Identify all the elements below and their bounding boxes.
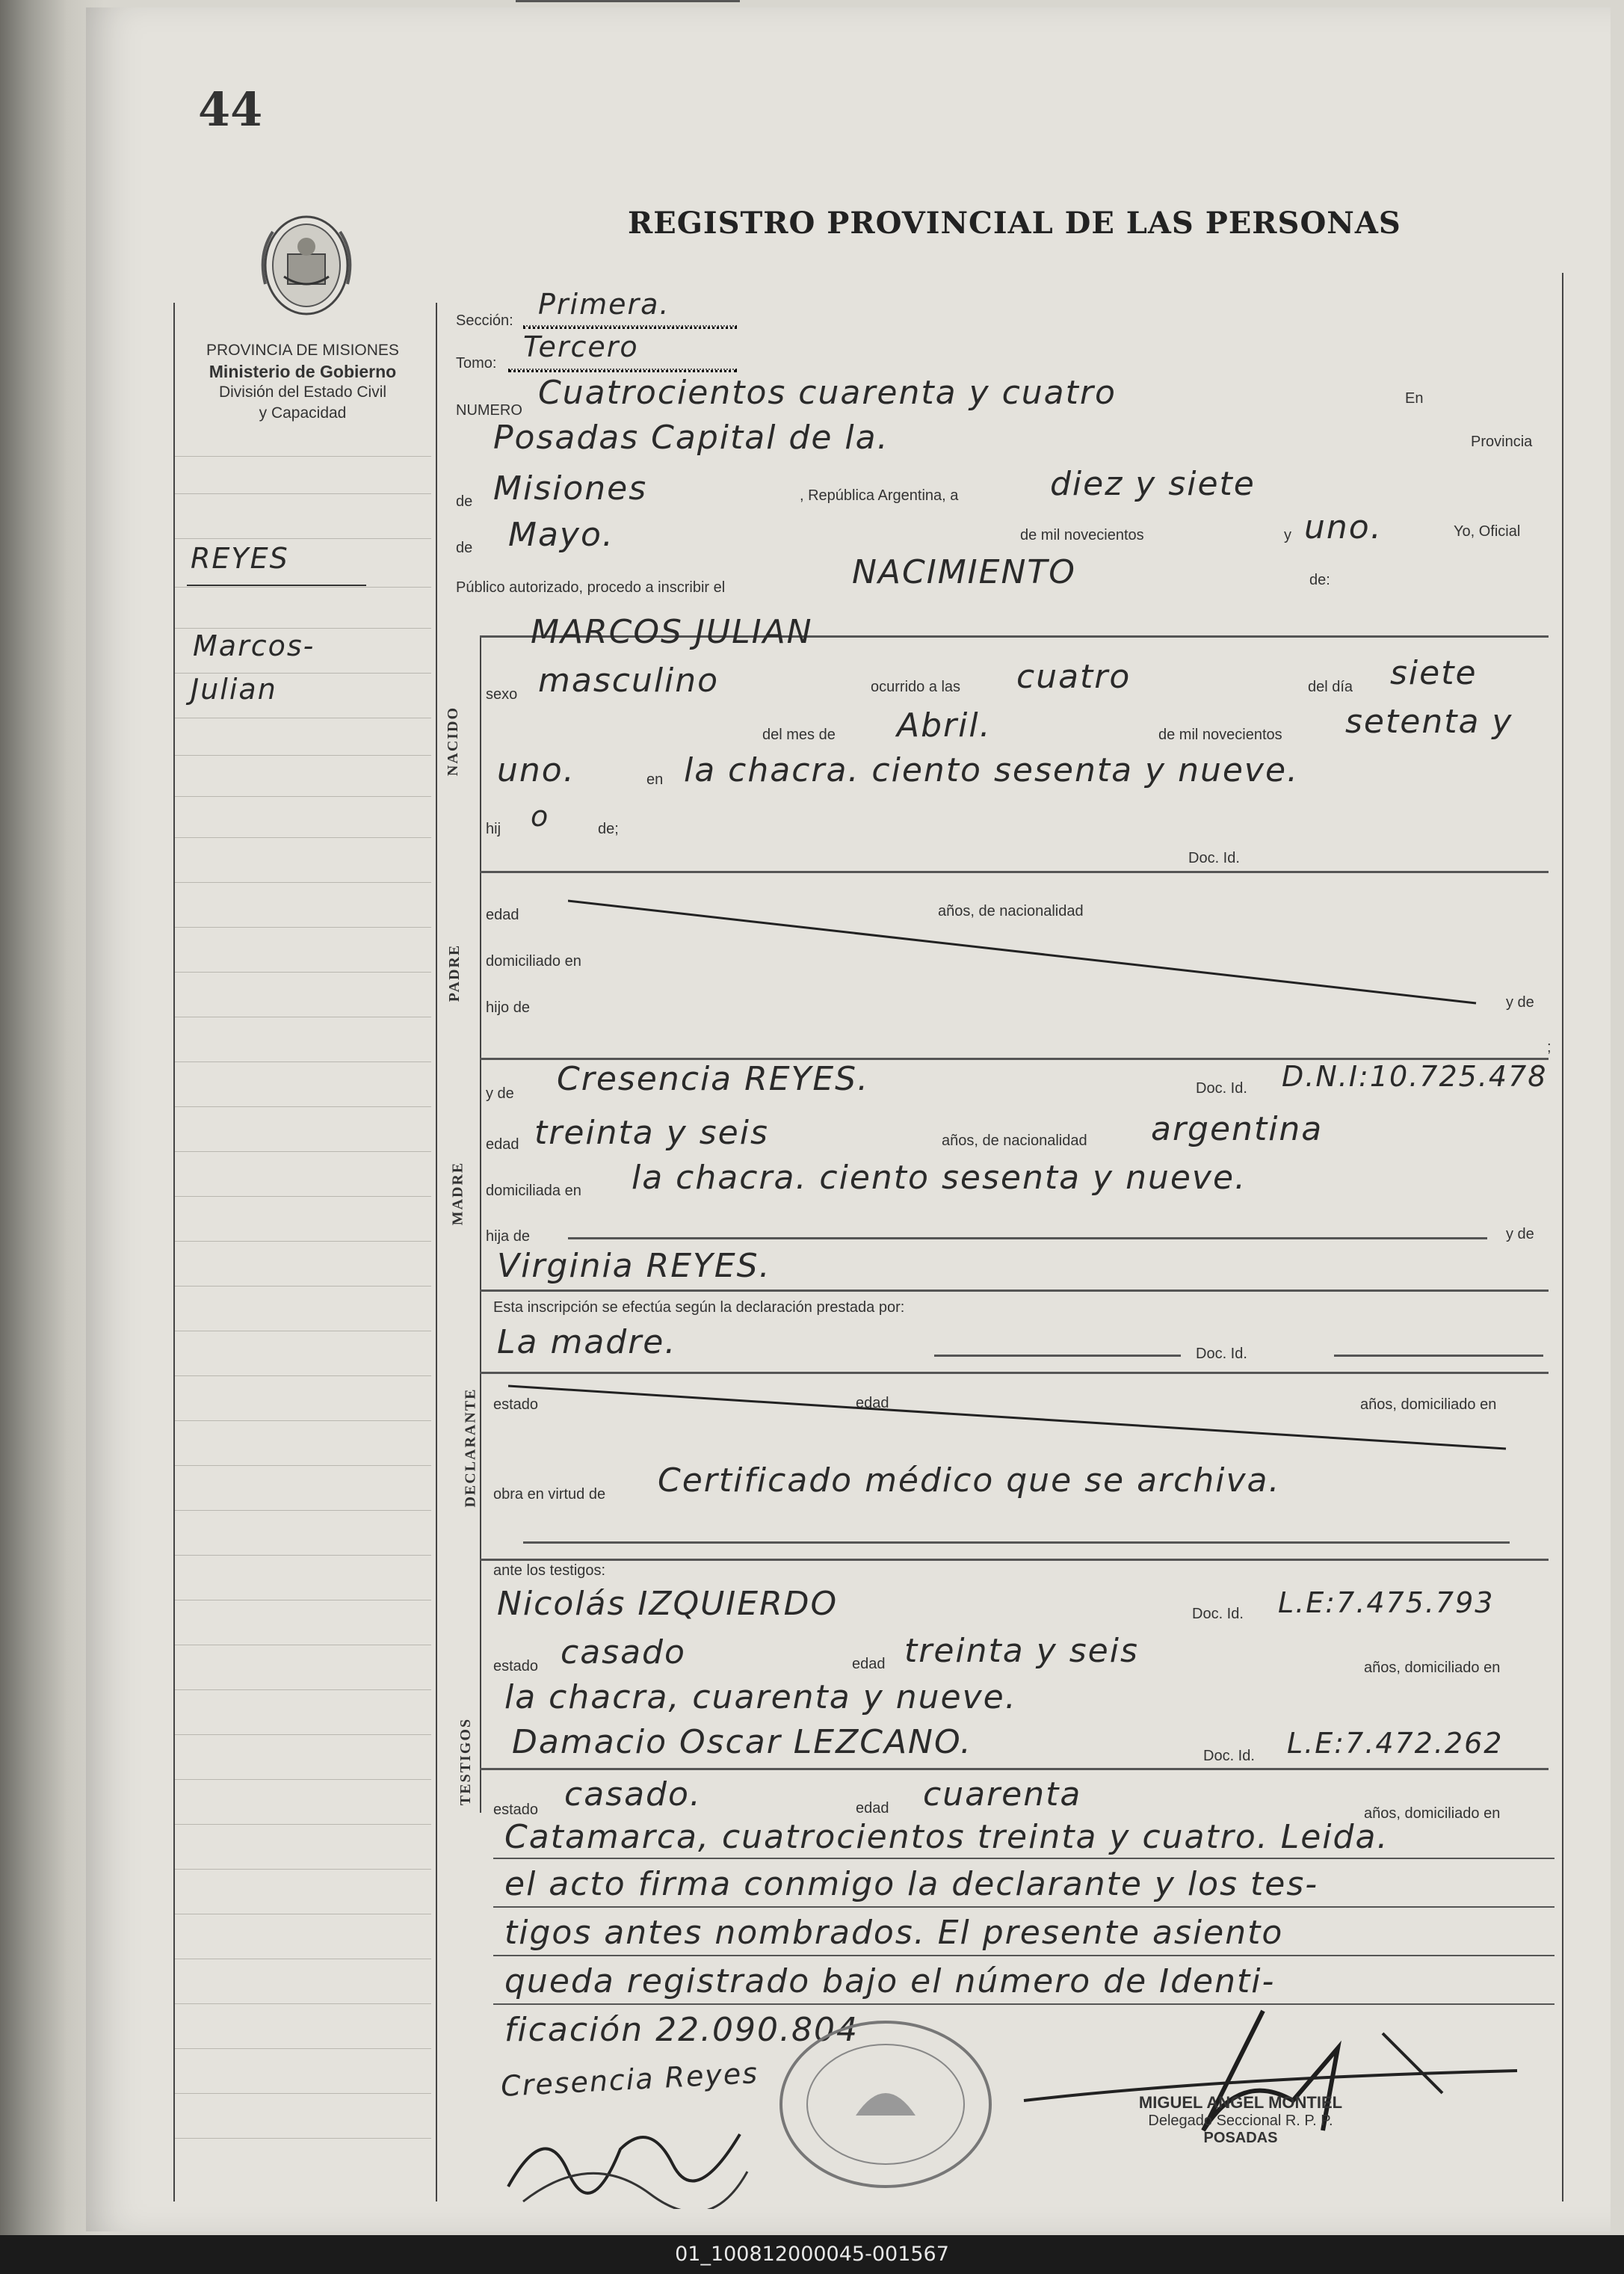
entry-sexo: masculino <box>538 662 720 700</box>
label-edad-t1: edad <box>852 1656 886 1672</box>
label-provincia: Provincia <box>1471 434 1533 450</box>
label-sexo: sexo <box>486 686 518 703</box>
label-mil-novecientos-2: de mil novecientos <box>1158 727 1282 743</box>
label-y-de-madre: y de <box>486 1085 514 1102</box>
strike-line-declarante <box>508 1384 1510 1452</box>
label-en-small: en <box>646 771 664 788</box>
entry-nombre: MARCOS JULIAN <box>531 613 813 651</box>
label-mil-novecientos: de mil novecientos <box>1020 527 1144 543</box>
section-testigos: TESTIGOS <box>457 1717 475 1806</box>
entry-lugar: Posadas Capital de la. <box>493 419 889 457</box>
signature-mother: Cresencia Reyes <box>500 2056 759 2103</box>
image-identifier: 01_100812000045-001567 <box>0 2235 1624 2274</box>
office-division: División del Estado Civil <box>218 383 387 401</box>
label-estado-declarante: estado <box>493 1396 539 1413</box>
signature-official <box>994 1988 1532 2175</box>
coat-of-arms-icon <box>250 209 362 321</box>
section-declarante: DECLARANTE <box>462 1387 479 1508</box>
label-obra: obra en virtud de <box>493 1486 606 1503</box>
entry-t1-edad: treinta y seis <box>904 1632 1139 1670</box>
label-de-colon: de: <box>1309 572 1330 588</box>
entry-dia: siete <box>1390 654 1478 692</box>
label-ocurrido: ocurrido a las <box>871 679 961 695</box>
entry-anio-nac-1: setenta y <box>1345 703 1513 741</box>
label-doc-id-madre: Doc. Id. <box>1196 1080 1247 1097</box>
official-name-stamp <box>1099 2093 1383 2147</box>
entry-abuela: Virginia REYES. <box>497 1247 771 1285</box>
document-title: REGISTRO PROVINCIAL DE LAS PERSONAS <box>628 206 1401 241</box>
label-hija-de: hija de <box>486 1228 530 1245</box>
stamp-line-3: POSADAS <box>1203 2130 1278 2146</box>
entry-testigo-1-doc: L.E:7.475.793 <box>1278 1586 1495 1619</box>
signature-witness-scribble <box>501 2104 755 2209</box>
entry-mes: Mayo. <box>508 516 614 554</box>
section-padre: PADRE <box>446 943 463 1002</box>
entry-t1-estado: casado <box>561 1633 686 1671</box>
label-y-de-madre-2: y de <box>1506 1226 1534 1242</box>
label-edad-padre: edad <box>486 907 519 923</box>
entry-madre-doc: D.N.I:10.725.478 <box>1282 1060 1548 1093</box>
label-estado-t2: estado <box>493 1802 539 1818</box>
label-anos-dom-declarante: años, domiciliado en <box>1360 1396 1497 1413</box>
entry-certificado: Certificado médico que se archiva. <box>658 1461 1281 1500</box>
section-nacido: NACIDO <box>445 706 462 777</box>
office-division-2: y Capacidad <box>259 404 347 422</box>
entry-declarante: La madre. <box>497 1323 677 1361</box>
entry-madre-domicilio: la chacra. ciento sesenta y nueve. <box>632 1159 1247 1197</box>
entry-hij-o: o <box>531 800 550 833</box>
entry-numero: Cuatrocientos cuarenta y cuatro <box>538 374 1117 412</box>
label-republica: , República Argentina, a <box>800 487 959 504</box>
label-en: En <box>1405 390 1424 407</box>
entry-lugar-nacimiento: la chacra. ciento sesenta y nueve. <box>684 751 1300 789</box>
label-publico: Público autorizado, procedo a inscribir el <box>456 579 726 596</box>
label-y: y <box>1284 527 1291 543</box>
label-edad-t2: edad <box>856 1800 889 1817</box>
official-stamp-icon <box>774 2018 998 2190</box>
label-doc-id-testigo-2: Doc. Id. <box>1203 1748 1255 1764</box>
entry-cierre-1: Catamarca, cuatrocientos treinta y cuatro. Leida. <box>504 1818 1389 1856</box>
label-y-de-padre: y de <box>1506 994 1534 1011</box>
label-domiciliado-padre: domiciliado en <box>486 953 581 970</box>
label-del-dia: del día <box>1308 679 1353 695</box>
label-de-2: de <box>456 540 473 556</box>
entry-seccion: Primera. <box>538 288 670 321</box>
label-doc-id-1: Doc. Id. <box>1188 850 1240 866</box>
entry-anio-nac-2: uno. <box>497 751 575 789</box>
label-semicolon: ; <box>1547 1039 1552 1056</box>
entry-mes-nacimiento: Abril. <box>897 706 992 745</box>
entry-testigo-2-doc: L.E:7.472.262 <box>1287 1727 1504 1760</box>
entry-tomo: Tercero <box>523 330 639 363</box>
label-inscripcion: Esta inscripción se efectúa según la declaración prestada por: <box>493 1299 905 1316</box>
stamp-line-2: Delegado Seccional R. P. P. <box>1148 2113 1333 2129</box>
page-number: 44 <box>198 82 263 137</box>
strike-line-padre <box>568 897 1480 1005</box>
label-anos-dom-t1: años, domiciliado en <box>1364 1660 1501 1676</box>
entry-provincia: Misiones <box>493 469 648 508</box>
stamp-line-1: MIGUEL ANGEL MONTIEL <box>1138 2093 1343 2112</box>
entry-t2-estado: casado. <box>564 1775 702 1814</box>
label-del-mes: del mes de <box>762 727 836 743</box>
margin-given-name-2: Julian <box>191 673 277 706</box>
office-province: PROVINCIA DE MISIONES <box>206 342 399 359</box>
margin-surname: REYES <box>191 542 289 575</box>
label-domiciliada: domiciliada en <box>486 1183 581 1199</box>
label-ante: ante los testigos: <box>493 1562 606 1579</box>
label-numero: NUMERO <box>456 402 522 419</box>
entry-madre-nacionalidad: argentina <box>1151 1110 1324 1148</box>
entry-acta: NACIMIENTO <box>852 553 1076 591</box>
label-edad-declarante: edad <box>856 1395 889 1411</box>
label-anos-nac-madre: años, de nacionalidad <box>942 1133 1087 1149</box>
office-ministry: Ministerio de Gobierno <box>209 362 397 381</box>
label-de-semi: de; <box>598 821 619 837</box>
label-yo-oficial: Yo, Oficial <box>1454 523 1521 540</box>
entry-t2-edad: cuarenta <box>923 1775 1082 1814</box>
entry-anio: uno. <box>1304 508 1383 546</box>
issuing-office <box>161 340 445 424</box>
entry-madre-edad: treinta y seis <box>534 1114 769 1152</box>
margin-given-name-1: Marcos- <box>193 629 315 662</box>
label-tomo: Tomo: <box>456 355 497 372</box>
entry-cierre-3: tigos antes nombrados. El presente asiento <box>504 1914 1284 1952</box>
label-anos-dom-t2: años, domiciliado en <box>1364 1805 1501 1822</box>
entry-cierre-2: el acto firma conmigo la declarante y los tes- <box>504 1865 1319 1903</box>
label-seccion: Sección: <box>456 312 513 329</box>
entry-madre-nombre: Cresencia REYES. <box>557 1060 870 1098</box>
label-doc-id-declarante: Doc. Id. <box>1196 1346 1247 1362</box>
label-doc-id-testigo-1: Doc. Id. <box>1192 1606 1244 1622</box>
entry-testigo-2: Damacio Oscar LEZCANO. <box>512 1723 972 1761</box>
entry-hora: cuatro <box>1016 658 1131 696</box>
entry-cierre-4: queda registrado bajo el número de Identi- <box>504 1962 1276 2000</box>
label-de-1: de <box>456 493 473 510</box>
entry-cierre-5: ficación 22.090.804 <box>504 2011 859 2049</box>
entry-t1-domicilio: la chacra, cuarenta y nueve. <box>504 1678 1017 1716</box>
entry-testigo-1: Nicolás IZQUIERDO <box>497 1585 839 1623</box>
label-estado-t1: estado <box>493 1658 539 1674</box>
label-hijo-de: hijo de <box>486 999 530 1016</box>
section-madre: MADRE <box>449 1161 466 1226</box>
label-hij: hij <box>486 821 501 837</box>
entry-fecha-dia: diez y siete <box>1050 465 1256 503</box>
label-edad-madre: edad <box>486 1136 519 1153</box>
label-anos-nac-padre: años, de nacionalidad <box>938 903 1084 919</box>
